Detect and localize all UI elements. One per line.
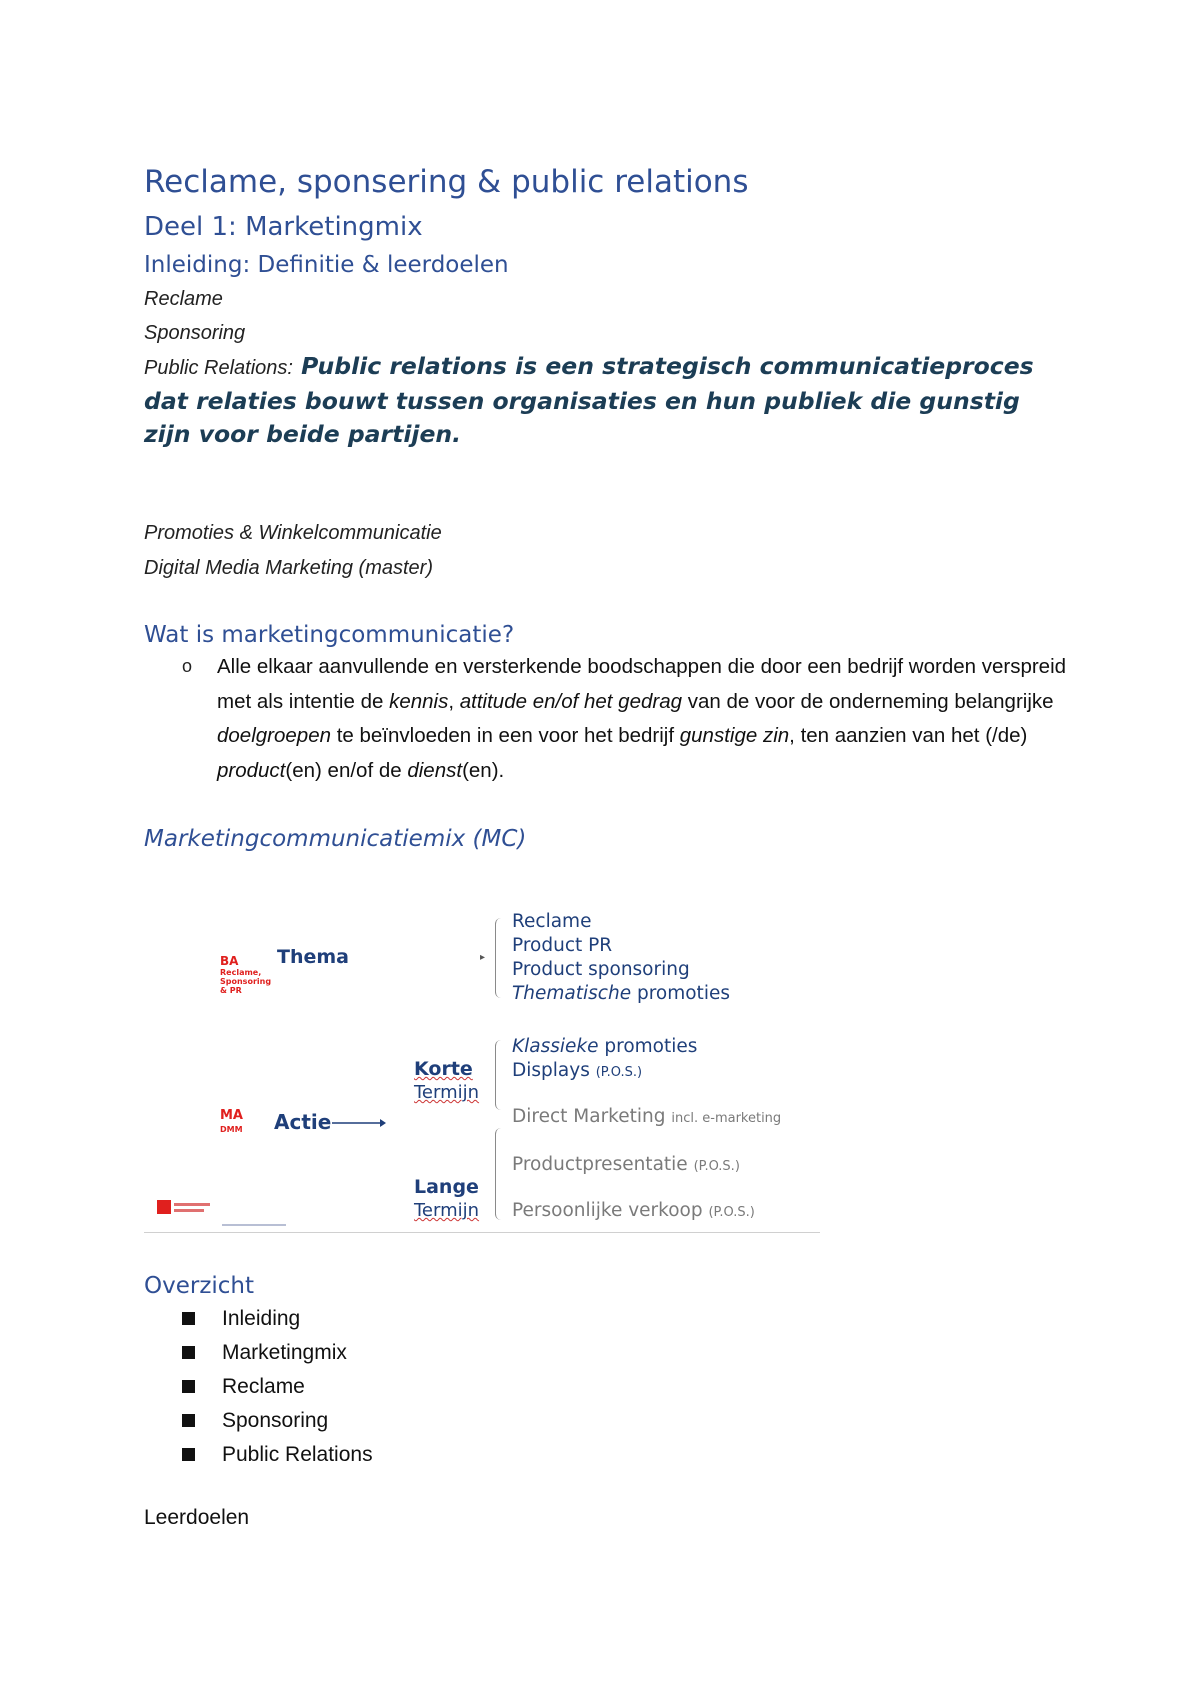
text-run: (en) en/of de <box>285 758 408 782</box>
persoonlijke-item <box>512 1200 755 1221</box>
overview-list <box>182 1302 373 1472</box>
displays-text: Displays <box>512 1060 590 1081</box>
text-run: te beïnvloeden in een voor het bedrijf <box>331 724 680 747</box>
square-bullet-icon <box>182 1414 195 1427</box>
persoonlijke-text: Persoonlijke verkoop <box>512 1200 703 1221</box>
list-item-text: Marketingmix <box>222 1341 347 1364</box>
list-item <box>182 1370 373 1404</box>
term-kennis: kennis <box>389 689 449 713</box>
text-run: , ten aanzien van het (/de) <box>789 724 1028 747</box>
direct-text: Direct Marketing <box>512 1106 666 1127</box>
topic-digital: Digital Media Marketing (master) <box>144 557 433 579</box>
page-title: Reclame, sponsering & public relations <box>144 164 749 200</box>
mc-definition <box>217 650 1087 788</box>
pos-note: (P.O.S.) <box>708 1205 755 1220</box>
list-item <box>182 1438 373 1472</box>
thema-italic: Thematische <box>512 983 632 1004</box>
pos-note: (P.O.S.) <box>693 1159 740 1174</box>
list-item <box>182 1302 373 1336</box>
term-attitude: attitude en/of het gedrag <box>459 689 683 713</box>
pr-label: Public Relations: <box>144 357 293 379</box>
ba-sub-line: & PR <box>220 986 242 995</box>
thema-items <box>512 910 730 1006</box>
ma-label: MA <box>220 1108 243 1123</box>
lange-brace <box>495 1128 504 1220</box>
actie-label: Actie <box>274 1110 332 1134</box>
square-bullet-icon <box>182 1380 195 1393</box>
klassieke-rest: promoties <box>598 1036 698 1057</box>
logo-line <box>174 1203 210 1206</box>
ba-sub-line: Sponsoring <box>220 977 272 986</box>
term-gunstige: gunstige zin <box>679 724 790 747</box>
termijn-text: Termijn <box>414 1200 480 1221</box>
list-item <box>182 1336 373 1370</box>
mc-heading: Wat is marketingcommunicatie? <box>144 622 515 648</box>
square-bullet-icon <box>182 1312 195 1325</box>
ba-label: BA <box>220 954 239 968</box>
text-run: (en). <box>462 758 505 782</box>
list-item-text: Reclame <box>222 1375 305 1398</box>
term-dienst: dienst <box>407 758 463 782</box>
thema-item <box>512 982 730 1006</box>
text-run: Alle elkaar aanvullende en versterkende boodschappen die door een bedrijf worden verspreid met als intentie de <box>217 655 1067 713</box>
circle-bullet-icon: o <box>182 656 193 676</box>
pr-definition-text: Public relations is een strategisch communicatieproces dat relaties bouwt tussen organisaties en hun publiek die gunstig zijn voor beide partijen. <box>144 352 1034 448</box>
university-logo-icon <box>157 1200 171 1214</box>
square-bullet-icon <box>182 1346 195 1359</box>
productpresentatie-item <box>512 1154 740 1175</box>
actie-arrow <box>330 1116 386 1130</box>
thema-brace <box>495 918 504 998</box>
term-doelgroepen: doelgroepen <box>217 724 331 747</box>
thema-item: Reclame <box>512 911 592 932</box>
term-product: product <box>217 758 286 782</box>
pos-note: (P.O.S.) <box>595 1065 643 1080</box>
list-item-text: Inleiding <box>222 1307 301 1330</box>
klassieke-italic: Klassieke <box>512 1036 599 1057</box>
list-item-text: Public Relations <box>222 1443 373 1466</box>
dmm-label: DMM <box>220 1125 243 1134</box>
lange-label: Lange <box>414 1176 479 1198</box>
direct-item <box>512 1106 781 1127</box>
topic-promoties: Promoties & Winkelcommunicatie <box>144 522 442 544</box>
termijn-label-1 <box>414 1082 479 1103</box>
arrow-dot: ▸ <box>480 952 486 963</box>
topic-reclame: Reclame <box>144 288 223 310</box>
korte-brace <box>495 1040 504 1110</box>
termijn-label-2 <box>414 1200 479 1221</box>
text-run: van de voor de onderneming belangrijke <box>682 689 1054 713</box>
faint-caption-line <box>222 1224 286 1226</box>
ba-sub-line: Reclame, <box>220 968 262 977</box>
thema-item: Product sponsoring <box>512 959 690 980</box>
leerdoelen-heading: Leerdoelen <box>144 1506 250 1529</box>
ba-sublabel <box>220 968 271 995</box>
logo-line <box>174 1209 204 1212</box>
text-run: , <box>448 689 460 713</box>
square-bullet-icon <box>182 1448 195 1461</box>
list-item <box>182 1404 373 1438</box>
thema-item: Product PR <box>512 935 613 956</box>
thema-rest: promoties <box>631 983 730 1004</box>
mix-heading: Marketingcommunicatiemix (MC) <box>144 826 527 852</box>
diagram-bottom-rule <box>144 1232 820 1233</box>
termijn-text: Termijn <box>414 1082 480 1103</box>
korte-label <box>414 1058 473 1080</box>
intro-heading: Inleiding: Definitie & leerdoelen <box>144 252 509 278</box>
topic-sponsoring: Sponsoring <box>144 322 246 344</box>
list-item-text: Sponsoring <box>222 1409 329 1432</box>
pr-definition <box>144 350 1064 451</box>
klassieke-item <box>512 1036 697 1057</box>
part-heading: Deel 1: Marketingmix <box>144 212 423 242</box>
direct-note: incl. e-marketing <box>671 1111 782 1126</box>
displays-item <box>512 1060 642 1081</box>
overview-heading: Overzicht <box>144 1273 255 1299</box>
korte-text: Korte <box>414 1058 473 1080</box>
productpresentatie-text: Productpresentatie <box>512 1154 688 1175</box>
thema-label: Thema <box>277 946 349 968</box>
